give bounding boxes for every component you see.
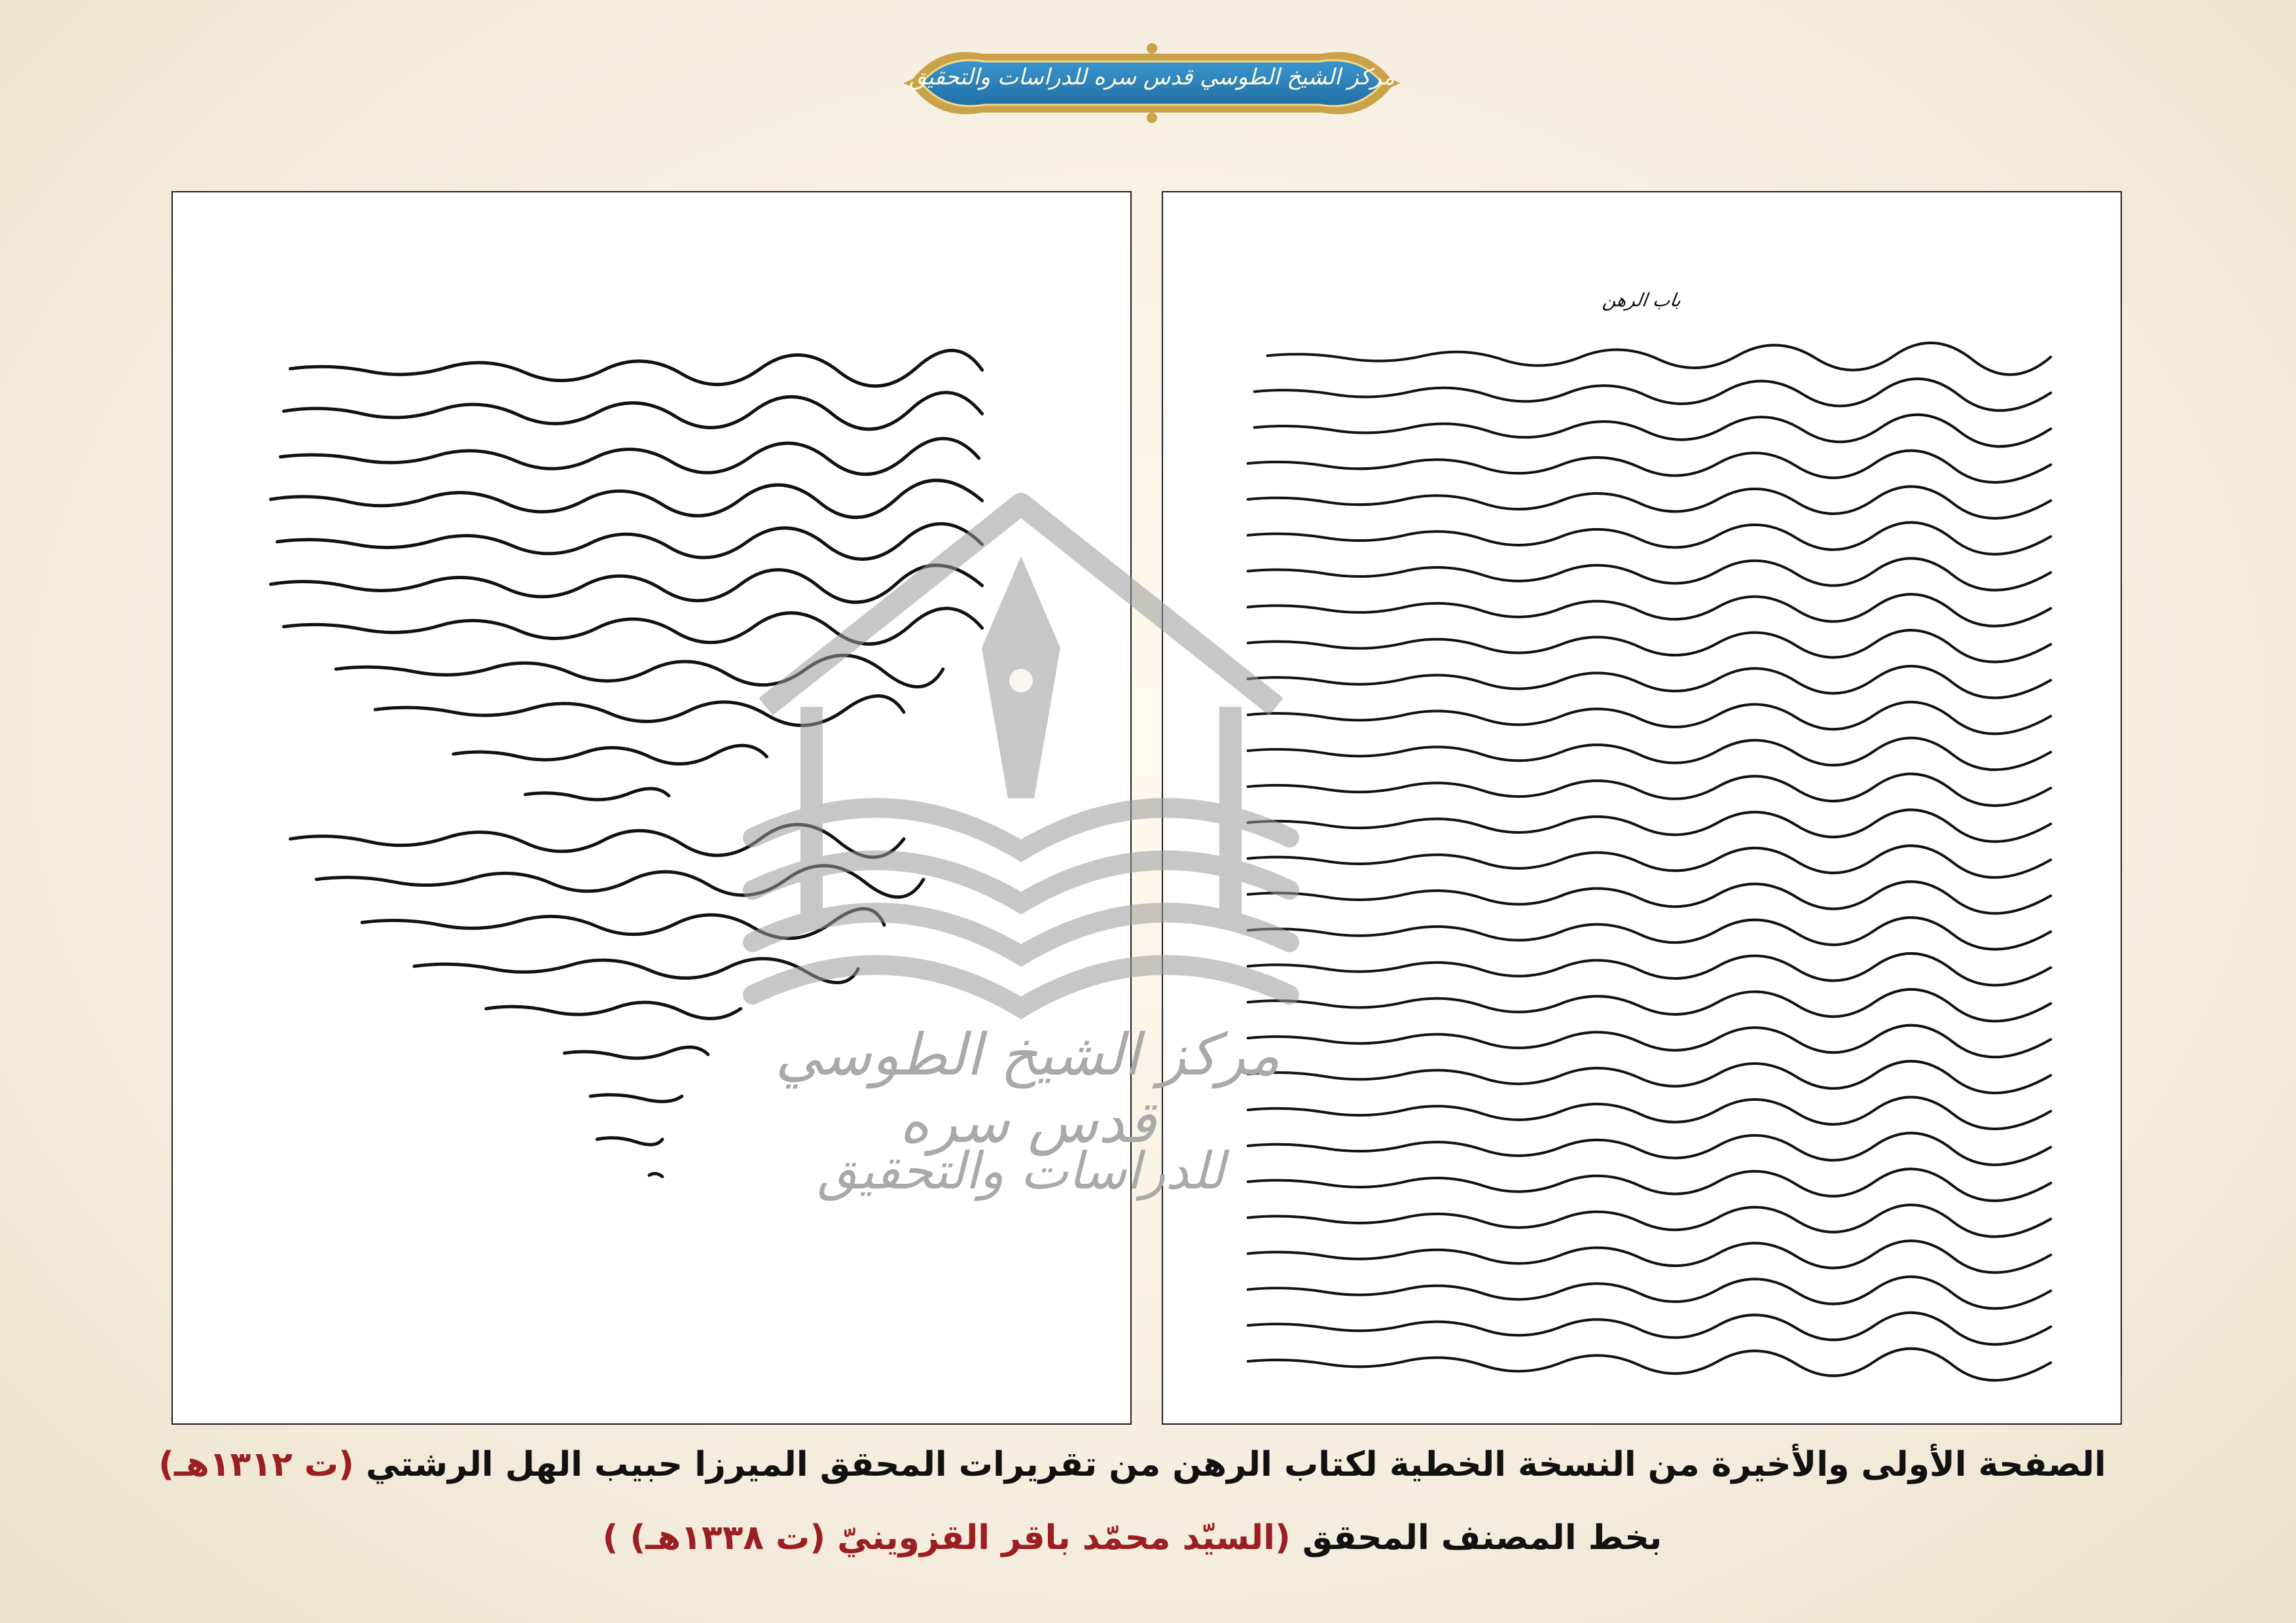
caption-line2-main: بخط المصنف المحقق: [1290, 1518, 1662, 1558]
manuscript-heading: باب الرهن: [1601, 289, 1683, 311]
caption-line2-author: (السيّد محمّد باقر القزوينيّ (ت ١٣٣٨هـ) ): [602, 1518, 1291, 1558]
badge-text: مركز الشيخ الطوسي قدس سره للدراسات والتحقيق: [908, 64, 1395, 90]
caption-line1-main: الصفحة الأولى والأخيرة من النسخة الخطية لكتاب الرهن من تقريرات المحقق الميرزا حبيب الهل الرشتي: [353, 1445, 2106, 1484]
watermark-text-line2: للدراسات والتحقيق: [817, 1142, 1225, 1201]
header-badge: [903, 42, 1401, 124]
caption-line1: [105, 1445, 2160, 1484]
watermark-text-line1: مركز الشيخ الطوسي قدس سره: [775, 1021, 1280, 1156]
caption-line2: [105, 1518, 2160, 1558]
caption-line1-date: (ت ١٣١٢هـ): [158, 1445, 354, 1484]
